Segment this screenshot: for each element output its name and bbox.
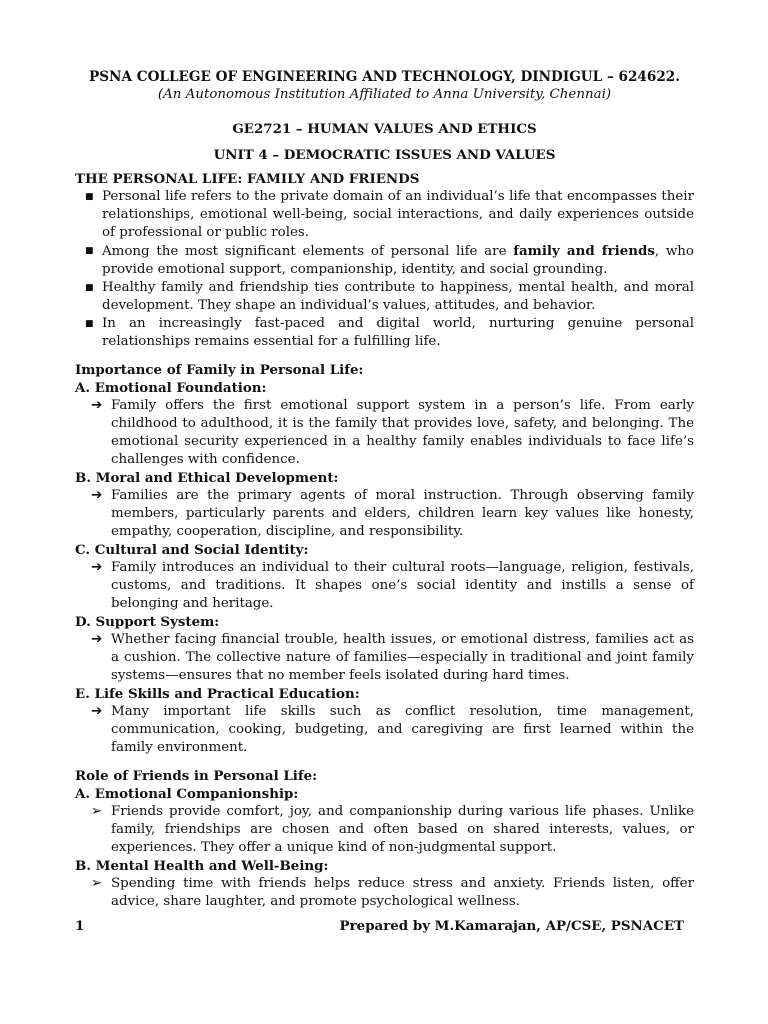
- right-arrow-icon: ➔: [91, 488, 103, 503]
- course-title: GE2721 – HUMAN VALUES AND ETHICS: [232, 121, 537, 137]
- subheading: B. Mental Health and Well-Being:: [75, 858, 329, 874]
- list-item: ■ In an increasingly fast-paced and digital world, nurturing genuine personal relationships remains essential for a fulfilling life.: [85, 316, 694, 349]
- unit-title: UNIT 4 – DEMOCRATIC ISSUES AND VALUES: [213, 147, 556, 163]
- institution-name: PSNA COLLEGE OF ENGINEERING AND TECHNOLOGY, DINDIGUL – 624622.: [89, 69, 680, 85]
- section-heading-personal-life: THE PERSONAL LIFE: FAMILY AND FRIENDS: [75, 171, 420, 187]
- square-bullet-icon: ■: [85, 246, 94, 256]
- personal-life-bullet-list: [75, 188, 694, 351]
- section-heading-family: Importance of Family in Personal Life:: [75, 362, 364, 378]
- family-section: [75, 361, 694, 757]
- emphasis-text: family and friends: [513, 243, 655, 259]
- triangle-paragraph: ➢ Friends provide comfort, joy, and companionship during various life phases. Unlike family, friendships are chosen and often based on shared interests, values, or experiences. They offer a unique kind of non-judgmental support.: [91, 804, 694, 855]
- right-arrow-icon: ➔: [91, 632, 103, 647]
- subheading: C. Cultural and Social Identity:: [75, 542, 309, 558]
- list-item: ■ Among the most significant elements of personal life are family and friends, who provide emotional support, companionship, identity, and social grounding.: [85, 243, 694, 277]
- document-page: [75, 68, 694, 911]
- square-bullet-icon: ■: [85, 283, 94, 293]
- right-arrow-icon: ➔: [91, 704, 103, 719]
- right-arrow-icon: ➔: [91, 398, 103, 413]
- square-bullet-icon: ■: [85, 319, 94, 329]
- arrow-paragraph: ➔ Many important life skills such as conflict resolution, time management, communication, cooking, budgeting, and caregiving are first learned within the family environment.: [91, 704, 694, 755]
- subheading: A. Emotional Companionship:: [75, 786, 299, 802]
- triangle-arrow-icon: ➢: [91, 804, 103, 819]
- subheading: D. Support System:: [75, 614, 220, 630]
- list-item: ■ Personal life refers to the private domain of an individual’s life that encompasses their relationships, emotional well-being, social interactions, and daily experiences outside of professional or public roles.: [85, 189, 694, 240]
- friends-section: [75, 767, 694, 911]
- arrow-paragraph: ➔ Whether facing financial trouble, health issues, or emotional distress, families act as a cushion. The collective nature of families—especially in traditional and joint family systems—ensures that no member feels isolated during hard times.: [91, 632, 694, 683]
- subheading: A. Emotional Foundation:: [75, 380, 267, 396]
- prepared-by: Prepared by M.Kamarajan, AP/CSE, PSNACET: [339, 918, 684, 934]
- square-bullet-icon: ■: [85, 192, 94, 202]
- institution-affiliation: (An Autonomous Institution Affiliated to Anna University, Chennai): [157, 87, 612, 102]
- arrow-paragraph: ➔ Family offers the first emotional support system in a person’s life. From early childhood to adulthood, it is the family that provides love, safety, and belonging. The emotional security experienced in a healthy family enables individuals to face life’s challenges with confidence.: [91, 398, 694, 467]
- triangle-arrow-icon: ➢: [91, 876, 103, 891]
- subheading: B. Moral and Ethical Development:: [75, 470, 339, 486]
- section-heading-friends: Role of Friends in Personal Life:: [75, 768, 318, 784]
- right-arrow-icon: ➔: [91, 560, 103, 575]
- arrow-paragraph: ➔ Families are the primary agents of moral instruction. Through observing family members, particularly parents and elders, children learn key values like honesty, empathy, cooperation, discipline, and responsibility.: [91, 488, 694, 539]
- list-item: ■ Healthy family and friendship ties contribute to happiness, mental health, and moral development. They shape an individual’s values, attitudes, and behavior.: [85, 280, 694, 313]
- page-number: 1: [75, 918, 85, 934]
- subheading: E. Life Skills and Practical Education:: [75, 686, 360, 702]
- triangle-paragraph: ➢ Spending time with friends helps reduce stress and anxiety. Friends listen, offer advice, share laughter, and promote psychological wellness.: [91, 876, 694, 909]
- arrow-paragraph: ➔ Family introduces an individual to their cultural roots—language, religion, festivals, customs, and traditions. It shapes one’s social identity and instills a sense of belonging and heritage.: [91, 560, 694, 611]
